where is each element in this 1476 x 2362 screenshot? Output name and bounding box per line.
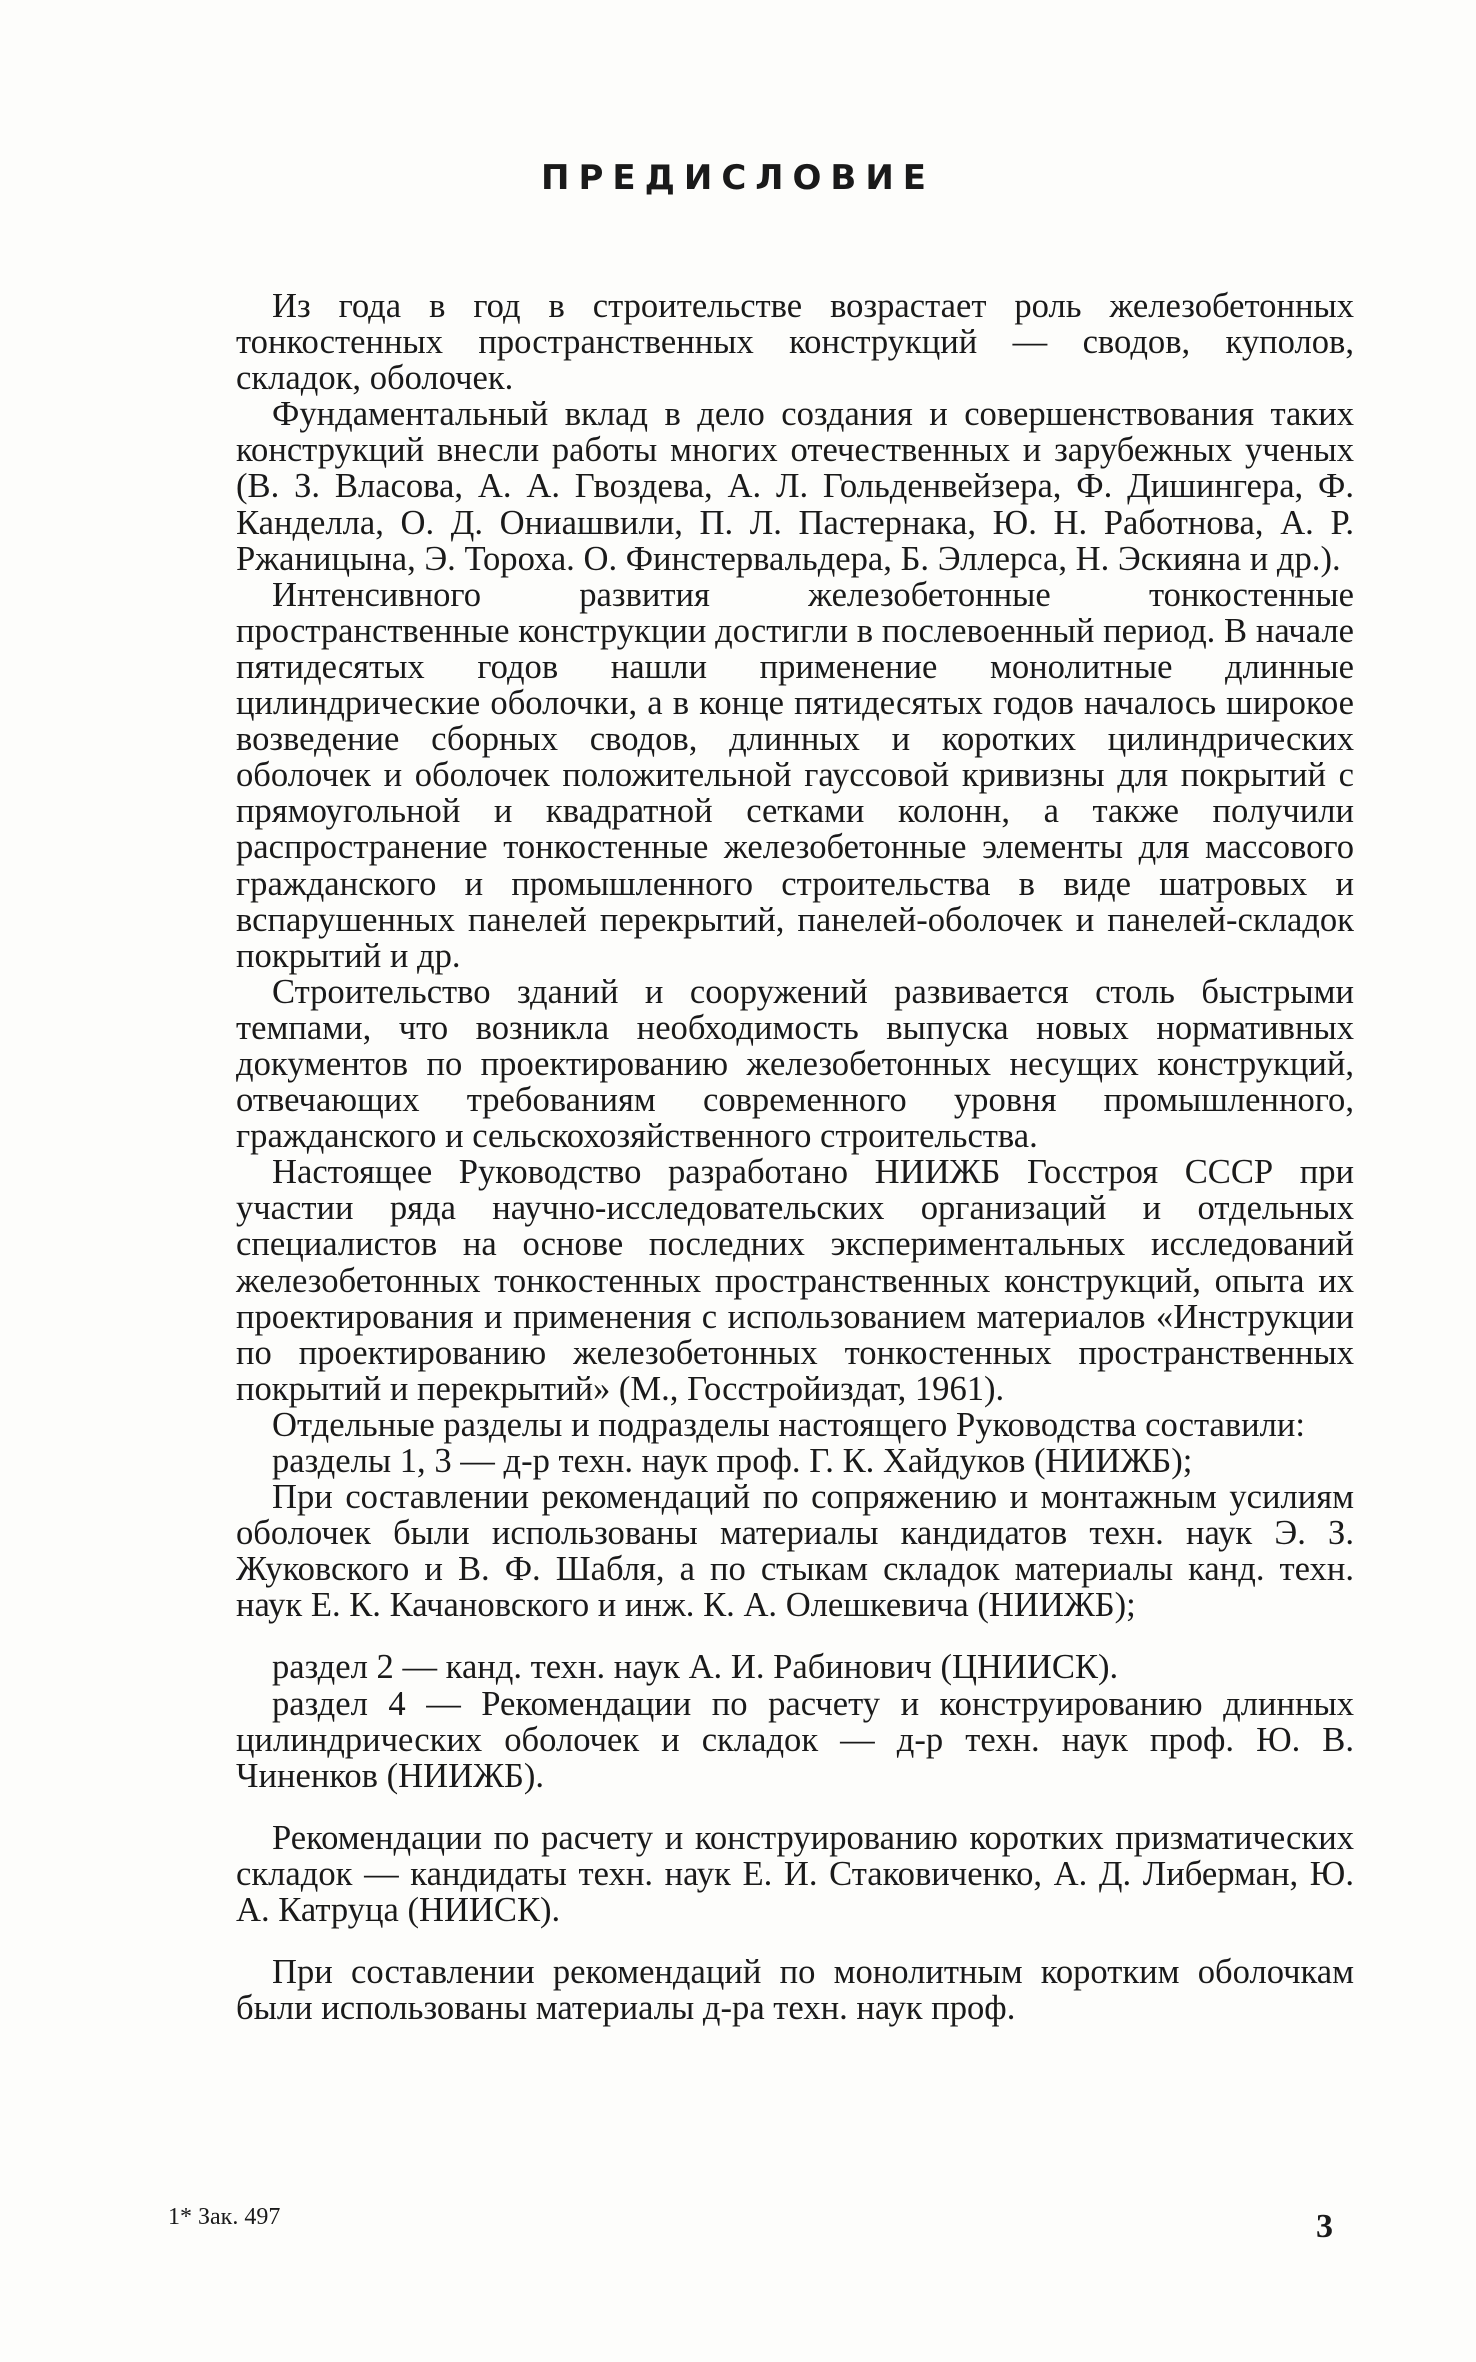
body-text [236, 288, 1354, 2026]
paragraph: Настоящее Руководство разработано НИИЖБ Госстроя СССР при участии ряда научно-исследовательских организаций и отдельных специалистов на основе последних экспериментальных исследований железобетонных тонкостенных пространственных конструкций, опыта их проектирования и применения с использованием материалов «Инструкции по проектированию железобетонных тонкостенных пространственных покрытий и перекрытий» (М., Госстройиздат, 1961). [236, 1153, 1354, 1408]
paragraph: раздел 2 — канд. техн. наук А. И. Рабинович (ЦНИИСК). [272, 1648, 1119, 1687]
paragraph: Интенсивного развития железобетонные тонкостенные пространственные конструкции достигли в послевоенный период. В начале пятидесятых годов нашли применение монолитные длинные цилиндрические оболочки, а в конце пятидесятых годов началось широкое возведение сборных сводов, длинных и коротких цилиндрических оболочек и оболочек положительной гауссовой кривизны для покрытий с прямоугольной и квадратной сетками колонн, а также получили распространение тонкостенные железобетонные элементы для массового гражданского и промышленного строительства в виде шатровых и вспарушенных панелей перекрытий, панелей-оболочек и панелей-складок покрытий и др. [236, 575, 1354, 975]
paragraph: разделы 1, 3 — д-р техн. наук проф. Г. К. Хайдуков (НИИЖБ); [272, 1442, 1193, 1480]
paragraph: раздел 4 — Рекомендации по расчету и конструированию длинных цилиндрических оболочек и складок — д-р техн. наук проф. Ю. В. Чиненков (НИИЖБ). [236, 1684, 1354, 1795]
paragraph: Фундаментальный вклад в дело создания и совершенствования таких конструкций внесли работы многих отечественных и зарубежных ученых (В. З. Власова, А. А. Гвоздева, А. Л. Гольденвейзера, Ф. Дишингера, Ф. Канделла, О. Д. Ониашвили, П. Л. Пастернака, Ю. Н. Работнова, А. Р. Ржаницына, Э. Тороха. О. Финстервальдера, Б. Эллерса, Н. Эскияна и др.). [236, 395, 1354, 578]
paragraph: Из года в год в строительстве возрастает роль железобетонных тонкостенных пространственных конструкций — сводов, куполов, складок, оболочек. [236, 287, 1354, 398]
print-order-mark: 1* Зак. 497 [168, 2204, 281, 2230]
paragraph: Рекомендации по расчету и конструированию коротких призматических складок — кандидаты техн. наук Е. И. Стаковиченко, А. Д. Либерман, Ю. А. Катруца (НИИСК). [236, 1818, 1354, 1930]
paragraph: При составлении рекомендаций по сопряжению и монтажным усилиям оболочек были использованы материалы кандидатов техн. наук Э. З. Жуковского и В. Ф. Шабля, а по стыкам складок материалы канд. техн. наук Е. К. Качановского и инж. К. А. Олешкевича (НИИЖБ); [236, 1478, 1354, 1625]
paragraph: Отдельные разделы и подразделы настоящего Руководства составили: [272, 1405, 1306, 1444]
page-number: 3 [1316, 2208, 1333, 2245]
paragraph: Строительство зданий и сооружений развивается столь быстрыми темпами, что возникла необходимость выпуска новых нормативных документов по проектированию железобетонных несущих конструкций, отвечающих требованиям современного уровня промышленного, гражданского и сельскохозяйственного строительства. [236, 972, 1354, 1156]
paragraph: При составлении рекомендаций по монолитным коротким оболочкам были использованы материалы д-ра техн. наук проф. [236, 1953, 1354, 2028]
page-title: ПРЕДИСЛОВИЕ [540, 158, 936, 198]
